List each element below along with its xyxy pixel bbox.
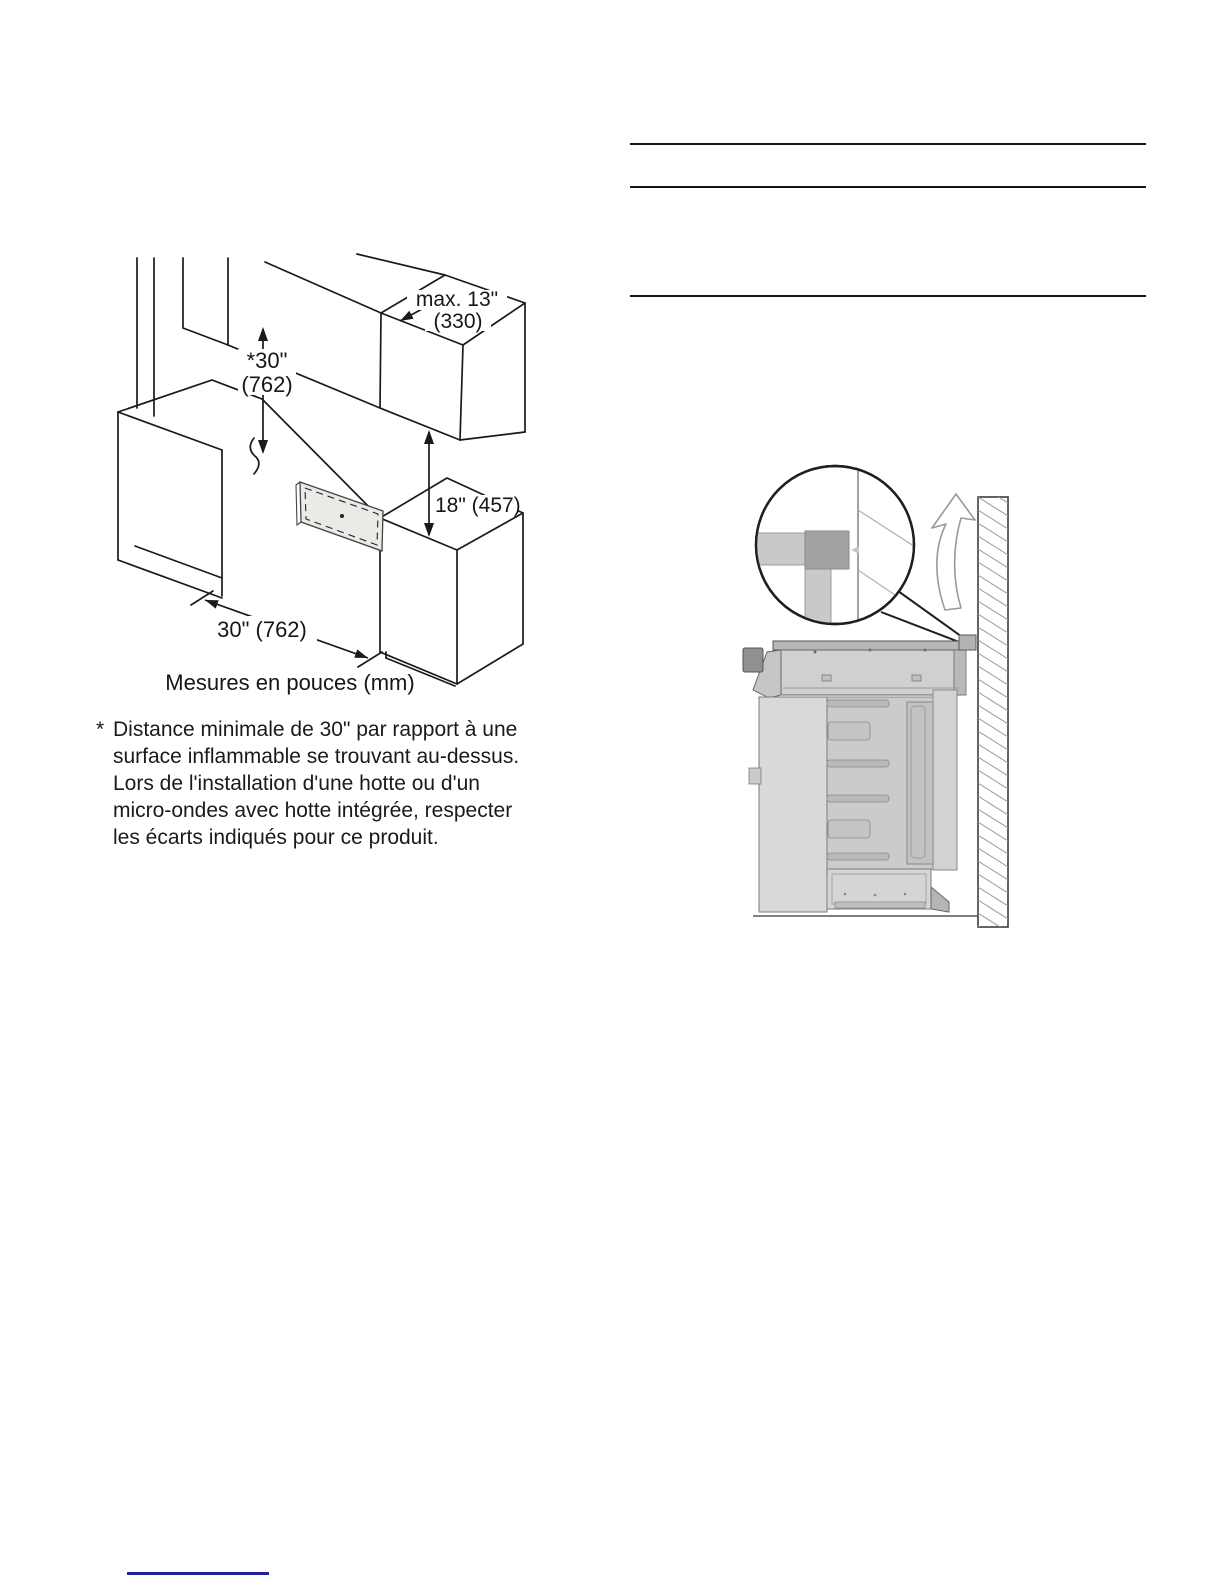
range-side-view bbox=[743, 635, 978, 916]
footnote-line: les écarts indiqués pour ce produit. bbox=[113, 826, 439, 849]
label-rear-clearance: 18" (457) bbox=[435, 494, 521, 517]
oven-side-panel bbox=[759, 697, 827, 912]
notice-rule-top bbox=[630, 143, 1146, 145]
footnote-line: micro-ondes avec hotte intégrée, respecter bbox=[113, 799, 513, 822]
detail-callout-circle bbox=[753, 464, 920, 627]
footnote-marker: * bbox=[96, 718, 105, 741]
storage-drawer bbox=[827, 869, 931, 909]
airflow-up-arrow-icon bbox=[932, 494, 975, 610]
clearance-footnote bbox=[96, 716, 526, 851]
outlet-panel bbox=[296, 482, 383, 551]
figure-caption: Mesures en pouces (mm) bbox=[165, 670, 415, 695]
notice-rule-bottom bbox=[630, 295, 1146, 297]
footnote-line: surface inflammable se trouvant au-dessus. bbox=[113, 745, 520, 768]
break-mark bbox=[250, 438, 259, 474]
wall-installation-figure bbox=[735, 450, 1025, 940]
clearance-dimensions-figure bbox=[95, 248, 545, 708]
arrow-rear-clearance bbox=[424, 430, 434, 537]
rear-spacer-bracket bbox=[959, 635, 976, 650]
label-min-height: *30" bbox=[246, 348, 288, 373]
footnote-line: Lors de l'installation d'une hotte ou d'un bbox=[113, 772, 480, 795]
control-knob bbox=[743, 648, 763, 672]
spacer-block-detail bbox=[805, 531, 849, 569]
label-max-depth: max. 13" bbox=[415, 288, 499, 311]
label-cutout-width: 30" (762) bbox=[217, 617, 307, 642]
wall-section bbox=[978, 484, 1008, 940]
dimension-labels bbox=[165, 288, 520, 695]
footer-link-underline[interactable] bbox=[127, 1572, 269, 1575]
footnote-line: Distance minimale de 30" par rapport à une bbox=[113, 718, 518, 741]
label-max-depth-mm: (330) bbox=[433, 310, 483, 333]
rear-foot bbox=[931, 887, 949, 912]
notice-rule-middle bbox=[630, 186, 1146, 188]
label-min-height-mm: (762) bbox=[241, 372, 293, 397]
